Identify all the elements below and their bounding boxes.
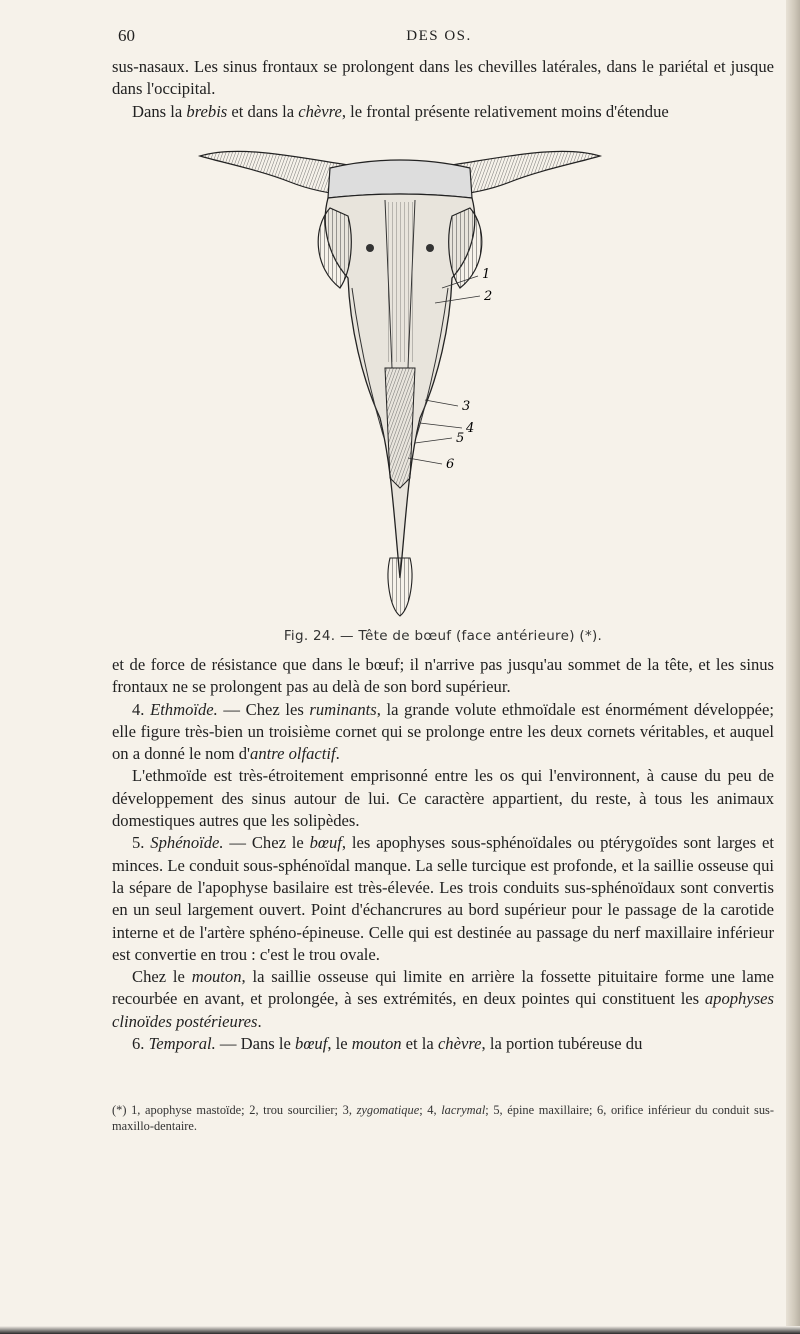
paragraph-ethmoide-emprisonne: L'ethmoïde est très-étroitement emprisonné entre les os qui l'environnent, à cause du peu de développement des sinus autour de lui. Ce caractère appartient, du reste, à tous les animaux domestiques autres que les solipèdes. xyxy=(112,766,774,831)
figure-label-2: 2 xyxy=(484,289,493,304)
figure-label-5: 5 xyxy=(456,431,465,446)
leader-4 xyxy=(420,423,462,428)
paragraph-continuation: sus-nasaux. Les sinus frontaux se prolongent dans les chevilles latérales, dans le pariétal et jusque dans l'occipital. xyxy=(112,57,774,99)
figure-caption: Fig. 24. — Tête de bœuf (face antérieure) (*). xyxy=(283,628,603,644)
page-number: 60 xyxy=(118,26,135,45)
leader-6 xyxy=(408,458,442,464)
figure-label-3: 3 xyxy=(462,399,471,414)
body-text xyxy=(112,654,774,1055)
paragraph-sphenoide: 5. Sphénoïde. — Chez le bœuf, les apophyses sous-sphénoïdales ou ptérygoïdes sont larges et minces. Le conduit sous-sphénoïdal manque. La selle turcique est profonde, et la saillie osseuse qui la sépare de l'apophyse basilaire est très-élevée. Les trois conduits sus-sphénoïdaux sont convertis en un seul largement ouvert. Point d'échancrures au bord supérieur pour le passage de la carotide interne et de l'artère sphéno-épineuse. Celle qui est destinée au passage du nerf maxillaire inférieur est convertie en trou : c'est le trou ovale. xyxy=(112,833,775,964)
frontal-shading xyxy=(386,202,414,362)
premaxilla xyxy=(388,558,412,616)
ox-skull-figure xyxy=(180,138,620,620)
leader-5 xyxy=(415,438,452,443)
figure-label-1: 1 xyxy=(482,267,491,282)
page-edge xyxy=(786,0,800,1334)
top-text xyxy=(112,56,774,123)
left-orbit xyxy=(318,208,351,288)
leader-3 xyxy=(425,400,458,406)
page-bottom-shadow xyxy=(0,1326,800,1334)
footnote: (*) 1, apophyse mastoïde; 2, trou sourcilier; 3, zygomatique; 4, lacrymal; 5, épine maxillaire; 6, orifice inférieur du conduit sus-maxillo-dentaire. xyxy=(112,1103,775,1133)
poll xyxy=(328,160,472,198)
figure-label-6: 6 xyxy=(446,457,455,472)
left-supraorbital-foramen xyxy=(366,244,374,252)
page-header xyxy=(118,26,760,48)
running-head: DES OS. xyxy=(406,28,472,44)
paragraph-brebis: Dans la brebis et dans la chèvre, le frontal présente relativement moins d'étendue xyxy=(132,101,669,121)
figure-label-4: 4 xyxy=(466,421,475,436)
paragraph-mouton: Chez le mouton, la saillie osseuse qui limite en arrière la fossette pituitaire forme une lame recourbée en avant, et prolongée, à ses extrémités, en deux pointes qui constituent les apophyses clinoïdes postérieures. xyxy=(112,967,774,1031)
paragraph-ethmoide: 4. Ethmoïde. — Chez les ruminants, la grande volute ethmoïdale est énormément développée; elle figure très-bien un troisième cornet qui se prolonge entre les deux cornets véritables, et auquel on a donné le nom d'antre olfactif. xyxy=(112,699,775,764)
right-supraorbital-foramen xyxy=(426,244,434,252)
paragraph-bœuf-resistance: et de force de résistance que dans le bœuf; il n'arrive pas jusqu'au sommet de la tête, et les sinus frontaux ne se prolongent pas au delà de son bord supérieur. xyxy=(112,655,774,697)
nasal-bones xyxy=(385,368,415,488)
paragraph-temporal: 6. Temporal. — Dans le bœuf, le mouton et la chèvre, la portion tubéreuse du xyxy=(132,1034,643,1054)
